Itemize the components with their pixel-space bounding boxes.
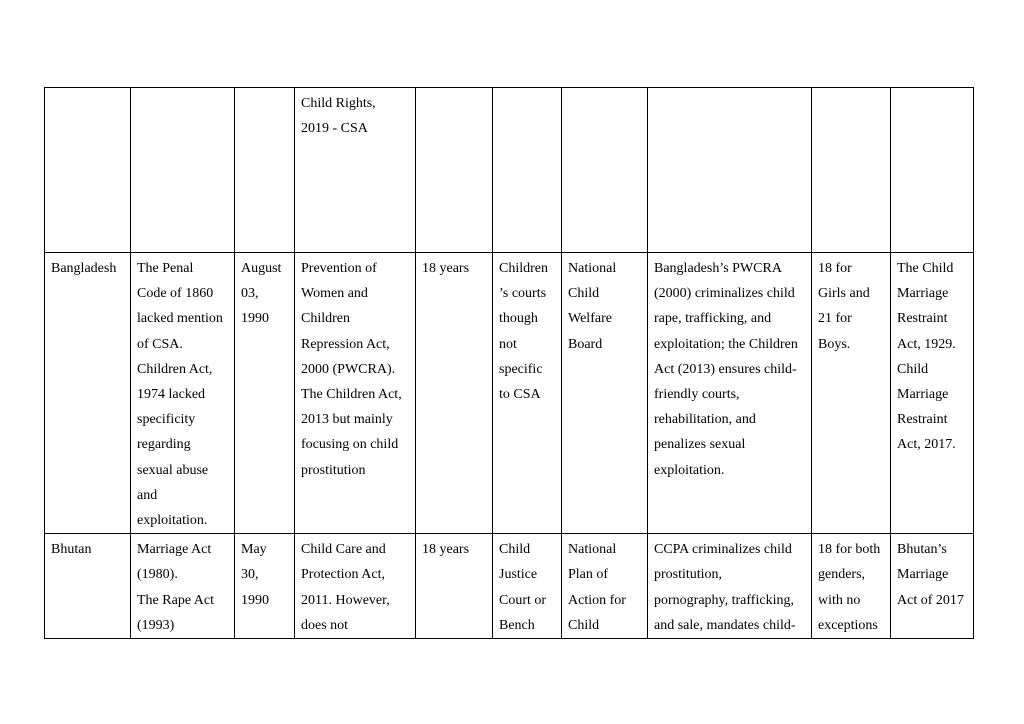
cell-text-line: Action for <box>568 592 626 608</box>
cell-text-line: friendly courts, <box>654 387 740 403</box>
cell-law-summary <box>648 88 812 253</box>
cell-text-line: Children Act, <box>137 361 213 377</box>
cell-age-of-consent <box>416 534 493 639</box>
cell-marriage-law <box>891 253 974 534</box>
cell-text-line: specificity <box>137 412 196 428</box>
cell-marriage-law <box>891 88 974 253</box>
cell-text-line: Prevention of <box>301 261 377 276</box>
cell-country <box>45 88 131 253</box>
cell-text-line: Act, 1929. <box>897 336 956 352</box>
cell-text-line: The Penal <box>137 261 194 276</box>
cell-text-line: Bangladesh <box>51 261 117 276</box>
cell-country <box>45 534 131 639</box>
cell-text-line: Welfare <box>568 311 612 327</box>
cell-marriage-age <box>812 534 891 639</box>
cell-text-line: Child <box>897 361 929 377</box>
cell-text-line: 18 years <box>422 261 470 276</box>
cell-text-line: (1993) <box>137 617 175 633</box>
cell-text-line: to CSA <box>499 387 541 403</box>
cell-text-line: though <box>499 311 538 327</box>
cell-csa-specific-law <box>295 88 416 253</box>
cell-text-line: 2013 but mainly <box>301 412 393 428</box>
cell-text-line: National <box>568 261 617 276</box>
cell-text-line: Repression Act, <box>301 336 390 352</box>
cell-text-line: Protection Act, <box>301 567 385 583</box>
cell-text-line: Marriage <box>897 567 949 583</box>
cell-crc-ratification-date <box>235 534 295 639</box>
cell-text-line: 2019 - CSA <box>301 121 368 137</box>
cell-text-line: genders, <box>818 567 866 583</box>
cell-child-agency <box>562 253 648 534</box>
cell-text-line: Bench <box>499 617 535 633</box>
cell-text-line: Bhutan <box>51 542 92 558</box>
cell-text-line: The Rape Act <box>137 592 214 608</box>
cell-text-line: focusing on child <box>301 437 399 453</box>
cell-csa-specific-law <box>295 253 416 534</box>
cell-text-line: Child <box>568 286 600 302</box>
cell-text-line: Code of 1860 <box>137 286 214 302</box>
cell-text-line: Board <box>568 336 603 352</box>
cell-text-line: Child <box>499 542 531 558</box>
cell-text-line: penalizes sexual <box>654 437 746 453</box>
cell-text-line: (1980). <box>137 567 178 583</box>
cell-text-line: 18 years <box>422 542 470 558</box>
table-row-bhutan <box>45 534 974 639</box>
cell-text-line: The Children Act, <box>301 387 402 403</box>
cell-text-line: CCPA criminalizes child <box>654 542 792 558</box>
cell-special-court <box>493 534 562 639</box>
cell-age-of-consent <box>416 253 493 534</box>
cell-text-line: Court or <box>499 592 547 608</box>
cell-text-line: exploitation. <box>137 513 208 529</box>
cell-text-line: with no <box>818 592 861 608</box>
cell-text-line: Marriage <box>897 286 949 302</box>
cell-text-line: Justice <box>499 567 538 583</box>
cell-country <box>45 253 131 534</box>
cell-crc-ratification-date <box>235 88 295 253</box>
cell-text-line: Marriage <box>897 387 949 403</box>
cell-text-line: 1990 <box>241 592 269 608</box>
cell-text-line: regarding <box>137 437 191 453</box>
cell-text-line: Women and <box>301 286 368 302</box>
cell-child-agency <box>562 88 648 253</box>
cell-text-line: 2011. However, <box>301 592 390 608</box>
cell-text-line: Plan of <box>568 567 609 583</box>
cell-text-line: prostitution, <box>654 567 723 583</box>
cell-text-line: ’s courts <box>499 286 547 302</box>
cell-text-line: Boys. <box>818 336 851 352</box>
cell-child-agency <box>562 534 648 639</box>
cell-text-line: Restraint <box>897 412 948 428</box>
cell-text-line: pornography, trafficking, <box>654 592 794 608</box>
cell-text-line: May <box>241 542 267 558</box>
cell-text-line: specific <box>499 361 543 377</box>
cell-text-line: National <box>568 542 617 558</box>
cell-text-line: Children <box>499 261 548 276</box>
cell-text-line: lacked mention <box>137 311 223 327</box>
cell-crc-ratification-date <box>235 253 295 534</box>
cell-pre-crc-laws <box>131 88 235 253</box>
cell-special-court <box>493 253 562 534</box>
legal-comparison-table <box>44 87 974 639</box>
cell-text-line: of CSA. <box>137 336 183 352</box>
cell-text-line: sexual abuse <box>137 462 209 478</box>
cell-text-line: does not <box>301 617 349 633</box>
cell-text-line: 2000 (PWCRA). <box>301 361 396 377</box>
cell-text-line: Bangladesh’s PWCRA <box>654 261 782 276</box>
cell-marriage-age <box>812 88 891 253</box>
cell-text-line: prostitution <box>301 462 366 478</box>
cell-text-line: Child <box>568 617 600 633</box>
table-row-continuation <box>45 88 974 253</box>
cell-text-line: Child Care and <box>301 542 386 558</box>
cell-text-line: The Child <box>897 261 954 276</box>
cell-text-line: rehabilitation, and <box>654 412 756 428</box>
cell-csa-specific-law <box>295 534 416 639</box>
cell-age-of-consent <box>416 88 493 253</box>
cell-text-line: rape, trafficking, and <box>654 311 772 327</box>
cell-text-line: Restraint <box>897 311 948 327</box>
cell-text-line: Children <box>301 311 350 327</box>
table-body <box>45 88 974 639</box>
cell-text-line: Girls and <box>818 286 870 302</box>
cell-marriage-age <box>812 253 891 534</box>
cell-text-line: Child Rights, <box>301 96 376 111</box>
cell-text-line: exploitation; the Children <box>654 336 798 352</box>
cell-text-line: August <box>241 261 282 276</box>
cell-text-line: and sale, mandates child- <box>654 617 796 633</box>
cell-text-line: not <box>499 336 517 352</box>
cell-text-line: 21 for <box>818 311 852 327</box>
table-row-bangladesh <box>45 253 974 534</box>
cell-marriage-law <box>891 534 974 639</box>
cell-text-line: (2000) criminalizes child <box>654 286 795 302</box>
cell-text-line: 1974 lacked <box>137 387 206 403</box>
cell-text-line: exceptions <box>818 617 878 633</box>
cell-text-line: Bhutan’s <box>897 542 947 558</box>
cell-pre-crc-laws <box>131 534 235 639</box>
cell-text-line: and <box>137 487 158 503</box>
cell-law-summary <box>648 534 812 639</box>
cell-pre-crc-laws <box>131 253 235 534</box>
cell-text-line: Act (2013) ensures child- <box>654 361 797 377</box>
cell-law-summary <box>648 253 812 534</box>
cell-text-line: Marriage Act <box>137 542 212 558</box>
cell-text-line: 18 for both <box>818 542 881 558</box>
cell-text-line: Act, 2017. <box>897 437 956 453</box>
cell-special-court <box>493 88 562 253</box>
cell-text-line: Act of 2017 <box>897 592 964 608</box>
cell-text-line: 30, <box>241 567 259 583</box>
cell-text-line: 18 for <box>818 261 852 276</box>
cell-text-line: exploitation. <box>654 462 725 478</box>
cell-text-line: 03, <box>241 286 259 302</box>
cell-text-line: 1990 <box>241 311 269 327</box>
